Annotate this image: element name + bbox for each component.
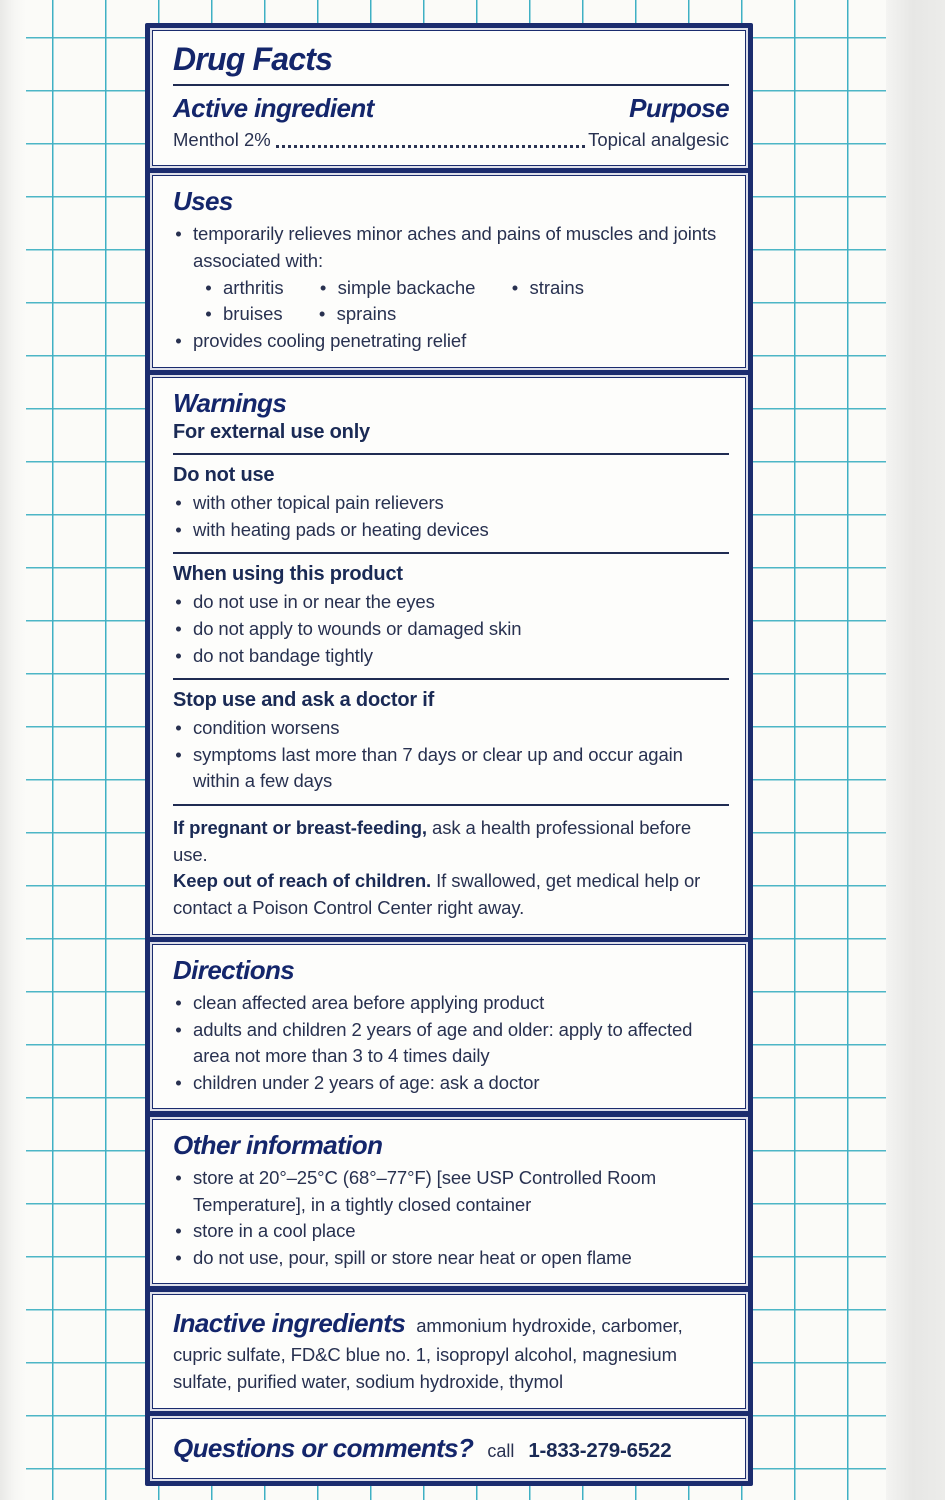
bullet-item [173, 328, 729, 355]
section-uses [152, 175, 746, 367]
sub-bullet-text: sprains [336, 303, 397, 325]
bullet-item [173, 643, 729, 670]
bullet-text: symptoms last more than 7 days or clear up and occur again within a few days [193, 743, 683, 792]
sub-bullet-item [203, 301, 283, 328]
bullet-marker: • [175, 1071, 182, 1093]
sub-bullet-item [317, 301, 397, 328]
bullet-marker: • [175, 1220, 182, 1242]
section-header [152, 30, 746, 166]
bullet-marker: • [205, 276, 212, 298]
bullet-text: store at 20°–25°C (68°–77°F) [see USP Controlled Room Temperature], in a tightly closed container [193, 1166, 657, 1215]
bullet-item [173, 490, 729, 517]
warnings-heading: Warnings [173, 388, 287, 418]
bullet-marker: • [511, 276, 519, 298]
drug-facts-title: Drug Facts [173, 41, 333, 77]
bullet-marker: • [175, 617, 182, 639]
bullet-item [173, 221, 729, 274]
purpose-heading: Purpose [629, 93, 729, 123]
sub-bullet-item [318, 275, 476, 302]
when-using-heading: When using this product [173, 563, 403, 586]
bullet-marker: • [175, 223, 182, 245]
sub-bullet-item [203, 275, 284, 302]
ingredient-row [173, 128, 729, 153]
bullet-text: provides cooling penetrating relief [193, 329, 467, 351]
call-label: call [487, 1441, 515, 1461]
bullet-item [173, 715, 729, 742]
bullet-marker: • [175, 644, 182, 666]
inactive-ingredients-text: ammonium hydroxide, carbomer, cupric sulfate, FD&C blue no. 1, isopropyl alcohol, magnesium sulfate, purified water, sodium hydroxide, thymol [173, 1314, 683, 1392]
bullet-item [173, 616, 729, 643]
external-use-text: For external use only [173, 421, 370, 443]
inactive-ingredients-heading: Inactive ingredients [173, 1307, 406, 1338]
other-information-heading: Other information [173, 1129, 383, 1160]
pregnant-warning [173, 815, 729, 868]
sub-bullet-text: bruises [223, 303, 283, 325]
bullet-marker: • [205, 303, 212, 325]
bullet-text: children under 2 years of age: ask a doctor [193, 1071, 540, 1093]
section-questions [152, 1418, 746, 1479]
inactive-ingredients-paragraph [173, 1305, 729, 1396]
directions-heading: Directions [173, 954, 295, 985]
bullet-text: clean affected area before applying product [193, 991, 545, 1013]
bullet-marker: • [175, 1018, 182, 1040]
bullet-text: do not use, pour, spill or store near heat or open flame [193, 1246, 632, 1268]
bullet-item [173, 589, 729, 616]
bullet-item [173, 742, 729, 795]
bullet-marker: • [175, 329, 182, 351]
bullet-text: do not use in or near the eyes [193, 591, 435, 613]
section-inactive-ingredients [152, 1294, 746, 1409]
bullet-item [173, 1070, 729, 1097]
bullet-marker: • [175, 1166, 182, 1188]
bullet-item [173, 990, 729, 1017]
section-warnings [152, 377, 746, 935]
divider [173, 453, 729, 455]
uses-sub-row-2 [173, 301, 729, 328]
bullet-text: condition worsens [193, 717, 340, 739]
do-not-use-heading: Do not use [173, 464, 275, 486]
bullet-text: do not apply to wounds or damaged skin [193, 617, 522, 639]
uses-heading: Uses [173, 186, 233, 217]
bullet-text: temporarily relieves minor aches and pains of muscles and joints associated with: [193, 223, 717, 272]
bullet-text: with other topical pain relievers [193, 492, 444, 513]
bullet-item [173, 1017, 729, 1070]
active-ingredient-heading: Active ingredient [173, 93, 374, 123]
bullet-text: with heating pads or heating devices [193, 518, 489, 540]
drug-facts-label [145, 23, 753, 1486]
stop-use-heading: Stop use and ask a doctor if [173, 689, 435, 712]
uses-sub-row-1 [173, 275, 729, 302]
bullet-marker: • [175, 492, 182, 513]
pregnant-warning-bold: If pregnant or breast-feeding, [173, 817, 427, 838]
bullet-marker: • [319, 276, 327, 298]
ingredient-name: Menthol 2% [173, 129, 271, 150]
bullet-item [173, 1165, 729, 1218]
bullet-marker: • [175, 591, 182, 613]
active-purpose-row [173, 93, 729, 128]
section-directions [152, 944, 746, 1110]
children-warning-rest: If swallowed, get medical help or contact a Poison Control Center right away. [173, 870, 701, 918]
divider [173, 84, 729, 86]
sub-bullet-text: arthritis [223, 276, 284, 298]
questions-heading: Questions or comments? [173, 1433, 474, 1463]
bullet-marker: • [175, 518, 182, 540]
section-other-information [152, 1119, 746, 1285]
sub-bullet-item [509, 275, 584, 302]
page-edge-left [0, 0, 26, 1500]
sub-bullet-text: strains [529, 276, 584, 298]
children-warning [173, 868, 729, 921]
bullet-marker: • [318, 303, 326, 325]
bullet-marker: • [175, 743, 182, 765]
bullet-item [173, 1245, 729, 1272]
bullet-text: store in a cool place [193, 1220, 356, 1242]
sub-bullet-text: simple backache [337, 276, 476, 298]
divider [173, 804, 729, 806]
bullet-text: do not bandage tightly [193, 644, 373, 666]
bullet-marker: • [175, 1246, 182, 1268]
divider [173, 678, 729, 680]
pregnant-warning-rest: ask a health professional before use. [173, 817, 692, 865]
purpose-value: Topical analgesic [588, 129, 729, 150]
page-edge-right [886, 0, 945, 1500]
questions-row [173, 1431, 729, 1466]
bullet-item [173, 1218, 729, 1245]
dot-leader [276, 145, 585, 148]
children-warning-bold: Keep out of reach of children. [173, 870, 432, 892]
bullet-marker: • [175, 717, 182, 739]
phone-number: 1-833-279-6522 [528, 1439, 672, 1462]
divider [173, 552, 729, 554]
bullet-item [173, 517, 729, 544]
bullet-marker: • [175, 991, 182, 1013]
bullet-text: adults and children 2 years of age and older: apply to affected area not more than 3 to 4 times daily [193, 1018, 693, 1067]
